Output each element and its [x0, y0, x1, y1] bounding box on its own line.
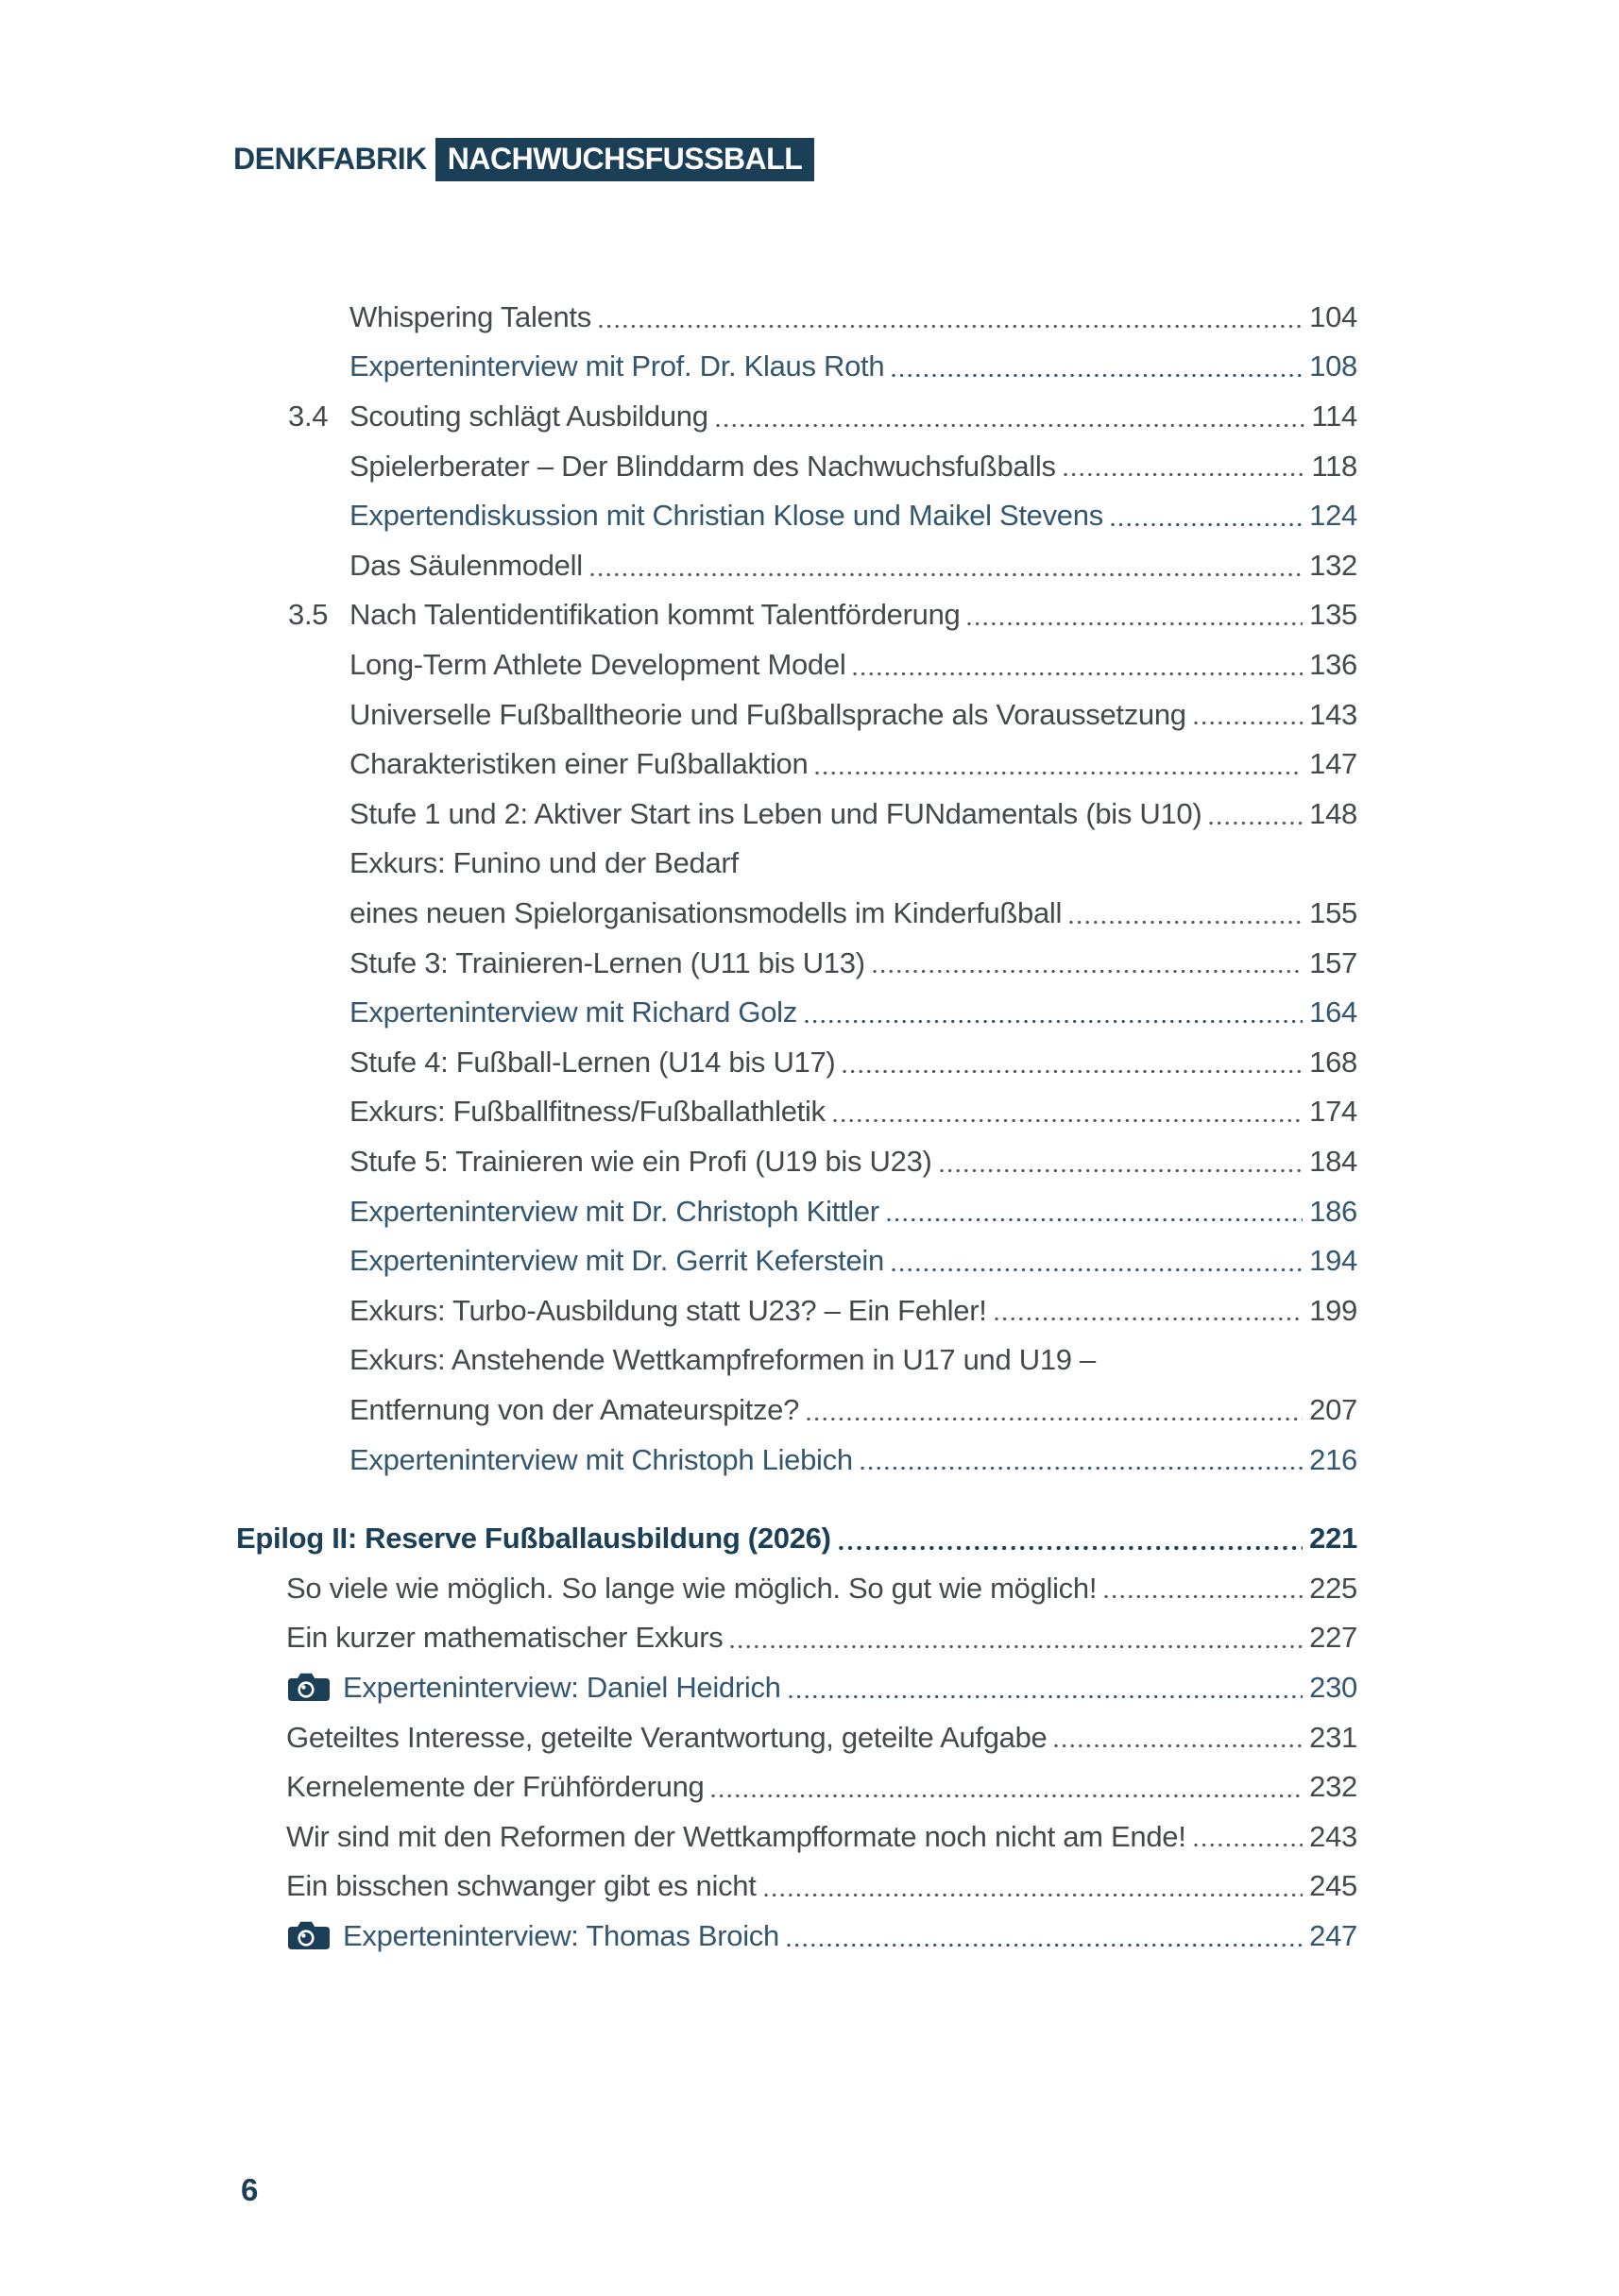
camera-icon	[288, 1921, 330, 1949]
toc-page-number: 174	[1309, 1095, 1357, 1129]
toc-row	[0, 637, 1357, 687]
toc-row	[0, 388, 1357, 438]
page-number-footer: 6	[241, 2172, 259, 2207]
toc-page-number: 114	[1311, 400, 1357, 434]
toc-page-number: 243	[1309, 1819, 1357, 1853]
toc-entry-label: Nach Talentidentifikation kommt Talentförderung	[349, 598, 961, 632]
toc-row	[0, 537, 1357, 587]
toc-entry-label: Exkurs: Turbo-Ausbildung statt U23? – Ein Fehler!	[349, 1293, 987, 1327]
toc-page-number: 194	[1309, 1244, 1357, 1278]
dot-leader	[833, 1118, 1303, 1123]
dot-leader	[892, 1267, 1303, 1272]
dot-leader	[1064, 472, 1305, 477]
dot-leader	[807, 1417, 1303, 1421]
toc-row	[0, 1709, 1357, 1760]
toc-page-number: 124	[1309, 499, 1357, 533]
dot-leader	[599, 324, 1303, 329]
toc-entry-label: Experteninterview mit Christoph Liebich	[349, 1442, 853, 1476]
toc-page-number: 247	[1309, 1918, 1357, 1952]
toc-page-number: 227	[1309, 1621, 1357, 1655]
dot-leader	[1194, 1843, 1304, 1847]
toc-page-number: 148	[1309, 796, 1357, 830]
page-header	[233, 138, 814, 181]
toc-row	[0, 339, 1357, 389]
toc-row	[0, 885, 1357, 935]
toc-entry-label: Geteiltes Interesse, geteilte Verantwortung, geteilte Aufgabe	[286, 1720, 1048, 1754]
table-of-contents	[0, 289, 1357, 1958]
toc-entry-label: Experteninterview: Thomas Broich	[343, 1918, 779, 1952]
toc-row	[0, 289, 1357, 339]
dot-leader	[1104, 1594, 1303, 1599]
toc-entry-label: Stufe 3: Trainieren-Lernen (U11 bis U13)	[349, 945, 865, 979]
dot-leader	[940, 1168, 1304, 1173]
toc-row	[0, 587, 1357, 638]
toc-row	[0, 1432, 1357, 1482]
toc-page-number: 118	[1311, 449, 1357, 483]
dot-leader	[805, 1019, 1303, 1024]
toc-page-number: 155	[1309, 896, 1357, 929]
toc-page-number: 164	[1309, 995, 1357, 1029]
toc-entry-label: Exkurs: Anstehende Wettkampfreformen in U17 und U19 –	[349, 1343, 1096, 1377]
toc-entry-label: Epilog II: Reserve Fußballausbildung (2026)	[236, 1522, 831, 1556]
toc-row	[0, 1332, 1357, 1382]
toc-entry-label: Spielerberater – Der Blinddarm des Nachwuchsfußballs	[349, 449, 1056, 483]
toc-entry-label: Universelle Fußballtheorie und Fußballsprache als Voraussetzung	[349, 697, 1186, 731]
toc-entry-label: Das Säulenmodell	[349, 548, 583, 582]
toc-page-number: 184	[1309, 1144, 1357, 1178]
toc-entry-label: Entfernung von der Amateurspitze?	[349, 1392, 800, 1426]
toc-entry-label: Experteninterview mit Richard Golz	[349, 995, 797, 1029]
toc-row	[0, 736, 1357, 786]
dot-leader	[590, 572, 1303, 577]
toc-row	[0, 1183, 1357, 1233]
toc-row	[0, 1034, 1357, 1084]
toc-entry-label: Ein kurzer mathematischer Exkurs	[286, 1621, 724, 1655]
toc-row	[0, 1609, 1357, 1659]
toc-entry-label: Wir sind mit den Reformen der Wettkampfformate noch nicht am Ende!	[286, 1819, 1186, 1853]
toc-row	[0, 984, 1357, 1034]
toc-entry-label: Exkurs: Fußballfitness/Fußballathletik	[349, 1095, 826, 1129]
toc-row	[0, 1382, 1357, 1432]
dot-leader	[853, 672, 1303, 676]
toc-entry-label: Experteninterview: Daniel Heidrich	[343, 1670, 781, 1704]
toc-row	[0, 1233, 1357, 1283]
toc-entry-label: Whispering Talents	[349, 299, 591, 333]
toc-page-number: 232	[1309, 1770, 1357, 1804]
toc-page-number: 231	[1309, 1720, 1357, 1754]
toc-entry-label: Expertendiskussion mit Christian Klose und Maikel Stevens	[349, 499, 1103, 533]
toc-entry-label: Stufe 5: Trainieren wie ein Profi (U19 bis U23)	[349, 1144, 932, 1178]
toc-row	[0, 1510, 1357, 1560]
toc-row	[0, 1809, 1357, 1859]
toc-page-number: 135	[1309, 598, 1357, 632]
dot-leader	[1054, 1743, 1303, 1748]
toc-row	[0, 935, 1357, 985]
toc-page-number: 132	[1309, 548, 1357, 582]
dot-leader	[861, 1466, 1303, 1471]
toc-entry-label: Charakteristiken einer Fußballaktion	[349, 747, 809, 781]
toc-entry-label: Ein bisschen schwanger gibt es nicht	[286, 1869, 757, 1903]
dot-leader	[967, 621, 1303, 626]
toc-page-number: 245	[1309, 1869, 1357, 1903]
toc-row	[0, 1560, 1357, 1610]
section-number: 3.4	[288, 400, 329, 434]
toc-row	[0, 1858, 1357, 1908]
toc-page-number: 216	[1309, 1442, 1357, 1476]
dot-leader	[873, 969, 1303, 974]
dot-leader	[716, 423, 1305, 428]
dot-leader	[843, 1069, 1303, 1074]
toc-row	[0, 836, 1357, 886]
toc-entry-label: Experteninterview mit Prof. Dr. Klaus Roth	[349, 349, 885, 383]
toc-row	[0, 1133, 1357, 1183]
toc-page-number: 225	[1309, 1571, 1357, 1605]
dot-leader	[789, 1694, 1304, 1699]
toc-entry-label: Scouting schlägt Ausbildung	[349, 400, 708, 434]
toc-page-number: 157	[1309, 945, 1357, 979]
toc-page-number: 199	[1309, 1293, 1357, 1327]
dot-leader	[1111, 522, 1303, 527]
toc-page-number: 147	[1309, 747, 1357, 781]
toc-row	[0, 1084, 1357, 1134]
dot-leader	[730, 1644, 1303, 1649]
dot-leader	[887, 1217, 1303, 1222]
toc-page-number: 104	[1309, 299, 1357, 333]
toc-page-number: 168	[1309, 1045, 1357, 1079]
brand-badge: NACHWUCHSFUSSBALL	[435, 138, 814, 181]
dot-leader	[787, 1943, 1303, 1947]
toc-row	[0, 1283, 1357, 1333]
toc-entry-label: Kernelemente der Frühförderung	[286, 1770, 705, 1804]
dot-leader	[1069, 920, 1303, 925]
toc-entry-label: Experteninterview mit Dr. Gerrit Keferstein	[349, 1244, 884, 1278]
toc-page-number: 186	[1309, 1194, 1357, 1228]
toc-page-number: 221	[1309, 1522, 1357, 1556]
toc-row	[0, 786, 1357, 836]
dot-leader	[815, 771, 1303, 775]
toc-page-number: 230	[1309, 1670, 1357, 1704]
dot-leader	[1209, 821, 1303, 825]
dot-leader	[764, 1893, 1304, 1897]
toc-entry-label: Long-Term Athlete Development Model	[349, 648, 846, 682]
toc-entry-label: eines neuen Spielorganisationsmodells im Kinderfußball	[349, 896, 1063, 929]
toc-page-number: 108	[1309, 349, 1357, 383]
toc-row	[0, 687, 1357, 737]
toc-entry-label: Stufe 4: Fußball-Lernen (U14 bis U17)	[349, 1045, 836, 1079]
toc-row	[0, 487, 1357, 537]
toc-row	[0, 438, 1357, 488]
toc-row	[0, 1659, 1357, 1709]
section-number: 3.5	[288, 598, 329, 632]
camera-icon	[288, 1673, 330, 1701]
toc-entry-label: Exkurs: Funino und der Bedarf	[349, 846, 739, 880]
toc-entry-label: Experteninterview mit Dr. Christoph Kittler	[349, 1194, 879, 1228]
brand-title: DENKFABRIK	[233, 142, 427, 176]
dot-leader	[1194, 721, 1303, 725]
toc-entry-label: So viele wie möglich. So lange wie möglich. So gut wie möglich!	[286, 1571, 1098, 1605]
toc-row	[0, 1908, 1357, 1958]
toc-page-number: 207	[1309, 1392, 1357, 1426]
dot-leader	[839, 1545, 1304, 1551]
toc-row	[0, 1759, 1357, 1809]
toc-page-number: 143	[1309, 697, 1357, 731]
toc-page-number: 136	[1309, 648, 1357, 682]
dot-leader	[892, 373, 1303, 378]
toc-entry-label: Stufe 1 und 2: Aktiver Start ins Leben und FUNdamentals (bis U10)	[349, 796, 1202, 830]
dot-leader	[711, 1794, 1303, 1798]
dot-leader	[995, 1317, 1304, 1321]
